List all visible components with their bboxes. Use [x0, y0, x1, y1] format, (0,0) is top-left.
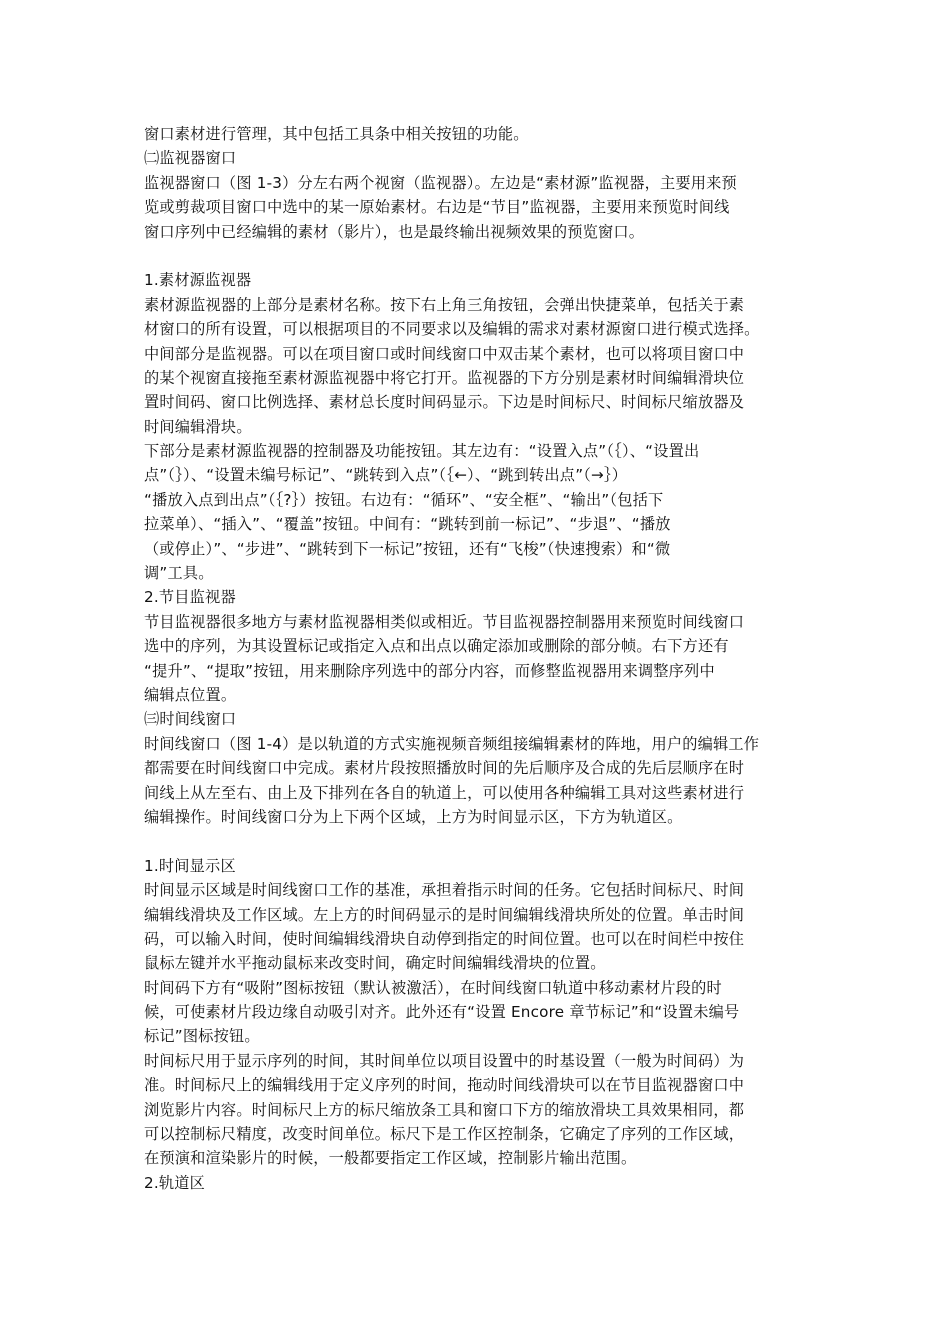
text-line: 在预演和渲染影片的时候，一般都要指定工作区域，控制影片输出范围。 — [144, 1149, 637, 1168]
text-line: 候，可使素材片段边缘自动吸引对齐。此外还有“设置 Encore 章节标记”和“设置未编号 — [144, 1003, 740, 1022]
text-line: 标记”图标按钮。 — [144, 1027, 260, 1046]
text-line: 时间线窗口（图 1-4）是以轨道的方式实施视频音频组接编辑素材的阵地，用户的编辑工作 — [144, 734, 760, 753]
text-line: 鼠标左键并水平拖动鼠标来改变时间，确定时间编辑线滑块的位置。 — [144, 954, 606, 973]
text-line: 点”（｝）、“设置未编号标记”、“跳转到入点”（｛←）、“跳到转出点”（→｝） — [144, 466, 628, 485]
text-line: 1.素材源监视器 — [144, 271, 252, 290]
text-line: 时间显示区域是时间线窗口工作的基准，承担着指示时间的任务。它包括时间标尺、时间 — [144, 881, 745, 900]
text-line: （或停止）”、“步进”、“跳转到下一标记”按钮，还有“飞梭”（快速搜索）和“微 — [144, 539, 671, 558]
text-line: 浏览影片内容。时间标尺上方的标尺缩放条工具和窗口下方的缩放滑块工具效果相同，都 — [144, 1100, 745, 1119]
text-line: ㈢时间线窗口 — [144, 710, 237, 729]
text-line: 调”工具。 — [144, 564, 214, 583]
text-line: 素材源监视器的上部分是素材名称。按下右上角三角按钮，会弹出快捷菜单，包括关于素 — [144, 295, 745, 314]
text-line: 1.时间显示区 — [144, 856, 236, 875]
text-line: 编辑点位置。 — [144, 685, 237, 704]
blank-line — [144, 244, 810, 268]
text-line: 窗口素材进行管理，其中包括工具条中相关按钮的功能。 — [144, 125, 529, 143]
text-line: 时间标尺用于显示序列的时间，其时间单位以项目设置中的时基设置（一般为时间码）为 — [144, 1051, 745, 1070]
text-line: 材窗口的所有设置，可以根据项目的不同要求以及编辑的需求对素材源窗口进行模式选择。 — [144, 320, 760, 339]
blank-line — [144, 829, 810, 853]
text-line: 的某个视窗直接拖至素材源监视器中将它打开。监视器的下方分别是素材时间编辑滑块位 — [144, 368, 745, 387]
text-line: 下部分是素材源监视器的控制器及功能按钮。其左边有：“设置入点”（｛）、“设置出 — [144, 442, 700, 461]
text-line: 时间码下方有“吸附”图标按钮（默认被激活），在时间线窗口轨道中移动素材片段的时 — [144, 978, 722, 997]
text-line: 览或剪裁项目窗口中选中的某一原始素材。右边是“节目”监视器，主要用来预览时间线 — [144, 198, 730, 217]
text-line: 准。时间标尺上的编辑线用于定义序列的时间，拖动时间线滑块可以在节目监视器窗口中 — [144, 1076, 745, 1095]
text-line: 都需要在时间线窗口中完成。素材片段按照播放时间的先后顺序及合成的先后层顺序在时 — [144, 759, 745, 778]
text-line: 选中的序列，为其设置标记或指定入点和出点以确定添加或删除的部分帧。右下方还有 — [144, 637, 729, 656]
text-line: 置时间码、窗口比例选择、素材总长度时间码显示。下边是时间标尺、时间标尺缩放器及 — [144, 393, 745, 412]
text-line: 拉菜单）、“插入”、“覆盖”按钮。中间有：“跳转到前一标记”、“步退”、“播放 — [144, 515, 671, 534]
text-line: “提升”、“提取”按钮，用来删除序列选中的部分内容，而修整监视器用来调整序列中 — [144, 661, 715, 680]
text-line: 中间部分是监视器。可以在项目窗口或时间线窗口中双击某个素材，也可以将项目窗口中 — [144, 344, 745, 363]
text-line: 节目监视器很多地方与素材监视器相类似或相近。节目监视器控制器用来预览时间线窗口 — [144, 612, 745, 631]
text-line: 可以控制标尺精度，改变时间单位。标尺下是工作区控制条，它确定了序列的工作区域， — [144, 1125, 745, 1144]
text-line: 监视器窗口（图 1-3）分左右两个视窗（监视器）。左边是“素材源”监视器，主要用来预 — [144, 173, 737, 192]
text-line: 时间编辑滑块。 — [144, 417, 252, 436]
document-page — [144, 122, 810, 1195]
text-line: 窗口序列中已经编辑的素材（影片），也是最终输出视频效果的预览窗口。 — [144, 222, 645, 241]
text-line: 编辑操作。时间线窗口分为上下两个区域，上方为时间显示区，下方为轨道区。 — [144, 807, 683, 826]
text-line: “播放入点到出点”（｛?｝）按钮。右边有：“循环”、“安全框”、“输出”（包括下 — [144, 490, 664, 509]
text-line: 编辑线滑块及工作区域。左上方的时间码显示的是时间编辑线滑块所处的位置。单击时间 — [144, 905, 745, 924]
text-line: 2.节目监视器 — [144, 588, 236, 607]
text-line: 2.轨道区 — [144, 1173, 206, 1192]
text-line: ㈡监视器窗口 — [144, 149, 237, 168]
text-line: 间线上从左至右、由上及下排列在各自的轨道上，可以使用各种编辑工具对这些素材进行 — [144, 783, 745, 802]
text-line: 码，可以输入时间，使时间编辑线滑块自动停到指定的时间位置。也可以在时间栏中按住 — [144, 929, 745, 948]
